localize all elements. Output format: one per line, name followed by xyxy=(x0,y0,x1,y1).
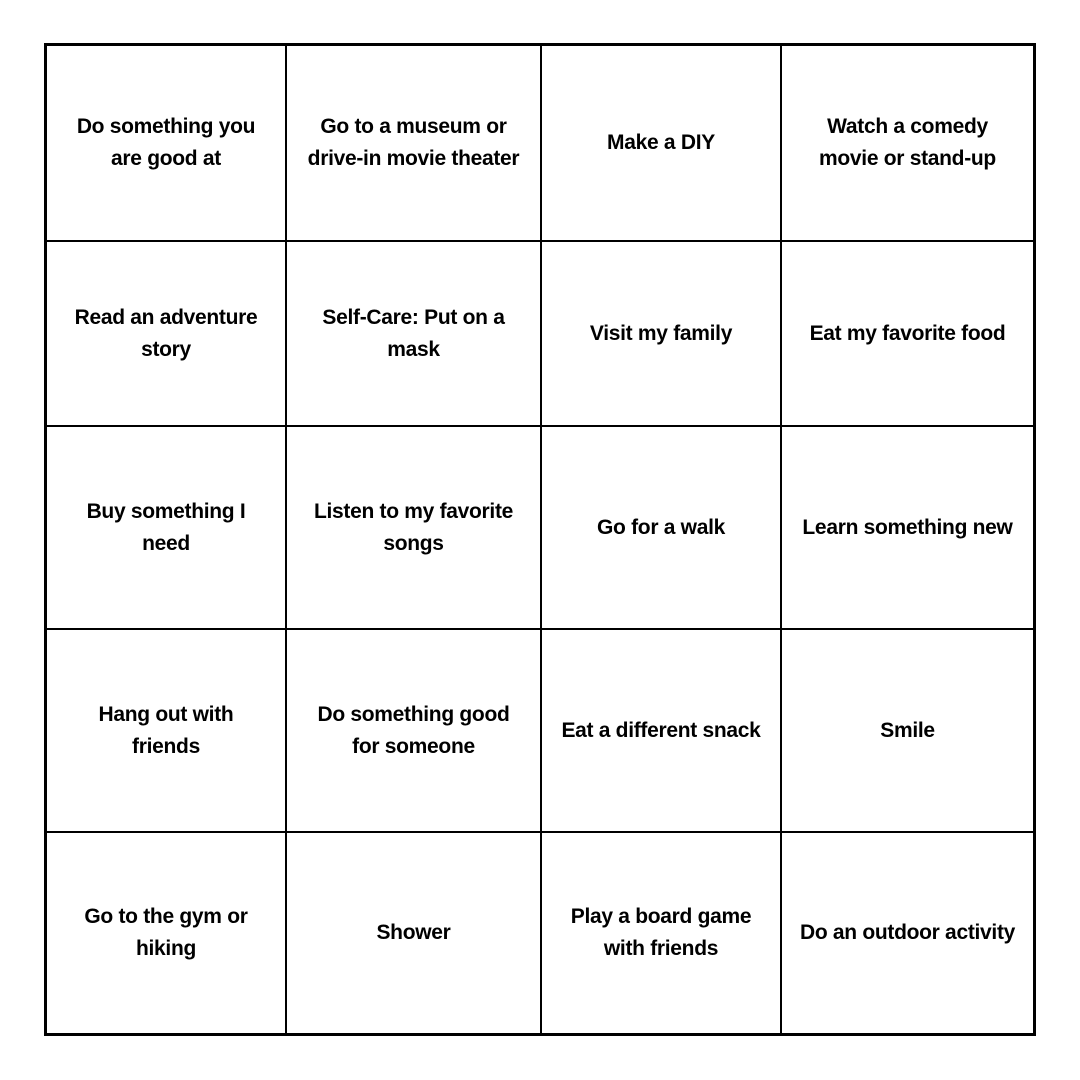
bingo-board xyxy=(44,43,1036,1036)
cell-label: Go to the gym or hiking xyxy=(84,905,248,960)
bingo-cell[interactable] xyxy=(47,427,287,630)
bingo-cell[interactable] xyxy=(542,46,782,242)
bingo-cell[interactable] xyxy=(782,427,1033,630)
bingo-cell[interactable] xyxy=(47,46,287,242)
cell-label: Make a DIY xyxy=(607,131,715,154)
bingo-cell[interactable] xyxy=(542,427,782,630)
bingo-cell[interactable] xyxy=(287,630,542,833)
cell-label: Buy something I need xyxy=(86,499,246,555)
cell-label: Hang out with friends xyxy=(98,702,234,758)
bingo-cell[interactable] xyxy=(47,630,287,833)
cell-label: Do something good for someone xyxy=(317,702,510,758)
cell-label: Watch a comedy movie or stand-up xyxy=(819,115,996,170)
bingo-cell[interactable] xyxy=(287,427,542,630)
cell-label: Go for a walk xyxy=(597,515,725,539)
cell-label: Do an outdoor activity xyxy=(799,921,1016,944)
cell-label: Self-Care: Put on a mask xyxy=(322,305,505,361)
cell-label: Read an adventure story xyxy=(74,305,258,361)
cell-label: Shower xyxy=(376,921,451,944)
cell-label: Learn something new xyxy=(802,515,1013,539)
bingo-cell[interactable] xyxy=(287,242,542,427)
cell-label: Go to a museum or drive-in movie theater xyxy=(307,115,520,170)
cell-label: Listen to my favorite songs xyxy=(313,499,514,555)
cell-label: Play a board game with friends xyxy=(570,905,752,960)
bingo-cell[interactable] xyxy=(782,833,1033,1033)
cell-label: Smile xyxy=(880,718,935,742)
bingo-cell[interactable] xyxy=(542,242,782,427)
cell-label: Eat a different snack xyxy=(561,718,761,742)
bingo-cell[interactable] xyxy=(782,630,1033,833)
bingo-cell[interactable] xyxy=(782,46,1033,242)
bingo-cell[interactable] xyxy=(542,833,782,1033)
bingo-cell[interactable] xyxy=(542,630,782,833)
bingo-cell[interactable] xyxy=(47,242,287,427)
bingo-cell[interactable] xyxy=(287,833,542,1033)
cell-label: Visit my family xyxy=(589,321,733,345)
cell-label: Do something you are good at xyxy=(76,115,256,170)
bingo-cell[interactable] xyxy=(782,242,1033,427)
cell-label: Eat my favorite food xyxy=(809,321,1006,345)
bingo-cell[interactable] xyxy=(47,833,287,1033)
bingo-cell[interactable] xyxy=(287,46,542,242)
